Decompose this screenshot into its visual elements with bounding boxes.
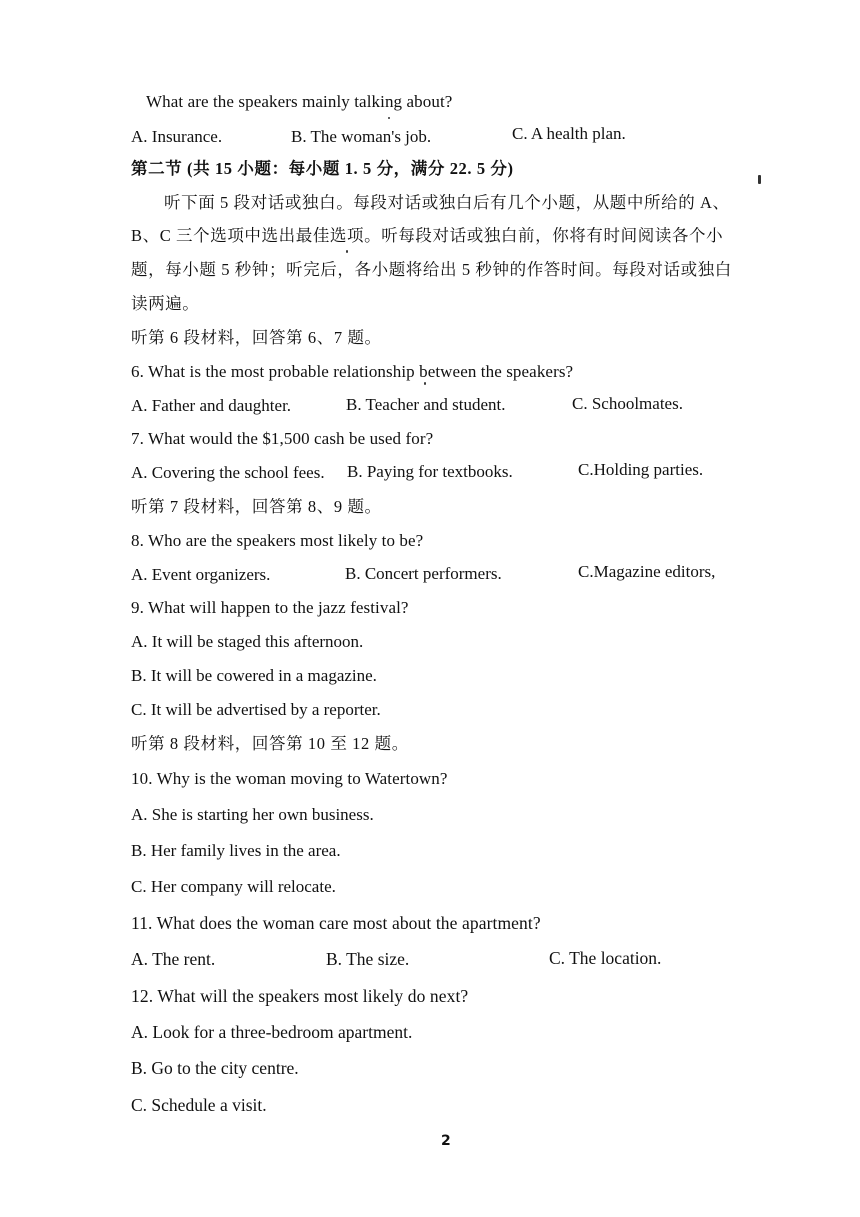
scan-speck [346,250,348,253]
q9-stem: 9. What will happen to the jazz festival? [131,598,409,617]
q7-option-c: C.Holding parties. [578,460,704,479]
q5-stem: What are the speakers mainly talking about? [146,92,453,111]
q8-stem: 8. Who are the speakers most likely to be? [131,531,424,550]
section2-instruction-line: 听下面 5 段对话或独白。每段对话或独白后有几个小题，从题中所给的 A、 [164,193,730,212]
group-heading: 听第 6 段材料，回答第 6、7 题。 [131,328,382,347]
q11-option-b: B. The size. [326,949,410,969]
section2-instruction-line: 题，每小题 5 秒钟；听完后，各小题将给出 5 秒钟的作答时间。每段对话或独白 [131,260,732,279]
q11-stem: 11. What does the woman care most about the apartment? [131,913,541,933]
q10-stem: 10. Why is the woman moving to Watertown? [131,769,448,788]
section2-instruction-line: B、C 三个选项中选出最佳选项。听每段对话或独白前，你将有时间阅读各个小 [131,226,724,245]
q7-option-b: B. Paying for textbooks. [347,462,513,481]
group-heading: 听第 7 段材料，回答第 8、9 题。 [131,497,382,516]
scan-speck [424,382,426,385]
q12-option-a: A. Look for a three-bedroom apartment. [131,1022,413,1042]
q9-option-b: B. It will be cowered in a magazine. [131,666,377,685]
q10-option-b: B. Her family lives in the area. [131,841,341,860]
q5-option-a: A. Insurance. [131,127,223,146]
q10-option-a: A. She is starting her own business. [131,805,374,824]
scan-speck [758,175,761,184]
q12-option-b: B. Go to the city centre. [131,1058,299,1078]
q6-option-b: B. Teacher and student. [346,395,506,414]
q8-option-c: C.Magazine editors, [578,562,716,581]
q5-option-b: B. The woman's job. [291,127,432,146]
q12-option-c: C. Schedule a visit. [131,1095,267,1115]
scan-speck [388,117,390,119]
q11-option-c: C. The location. [549,948,662,968]
q6-stem: 6. What is the most probable relationship between the speakers? [131,362,574,381]
q10-option-c: C. Her company will relocate. [131,877,336,896]
q11-option-a: A. The rent. [131,949,216,969]
q6-option-a: A. Father and daughter. [131,396,292,415]
section2-instruction-line: 读两遍。 [131,294,200,313]
q7-stem: 7. What would the $1,500 cash be used for? [131,429,434,448]
q8-option-a: A. Event organizers. [131,565,271,584]
q12-stem: 12. What will the speakers most likely do next? [131,986,469,1006]
q5-option-c: C. A health plan. [512,124,626,143]
q6-option-c: C. Schoolmates. [572,394,683,413]
q8-option-b: B. Concert performers. [345,564,502,583]
q7-option-a: A. Covering the school fees. [131,463,325,482]
group-heading: 听第 8 段材料，回答第 10 至 12 题。 [131,734,409,753]
q9-option-c: C. It will be advertised by a reporter. [131,700,381,719]
section2-heading: 第二节 (共 15 小题：每小题 1. 5 分，满分 22. 5 分) [131,159,514,178]
q9-option-a: A. It will be staged this afternoon. [131,632,364,651]
page-number: 2 [441,1133,451,1149]
